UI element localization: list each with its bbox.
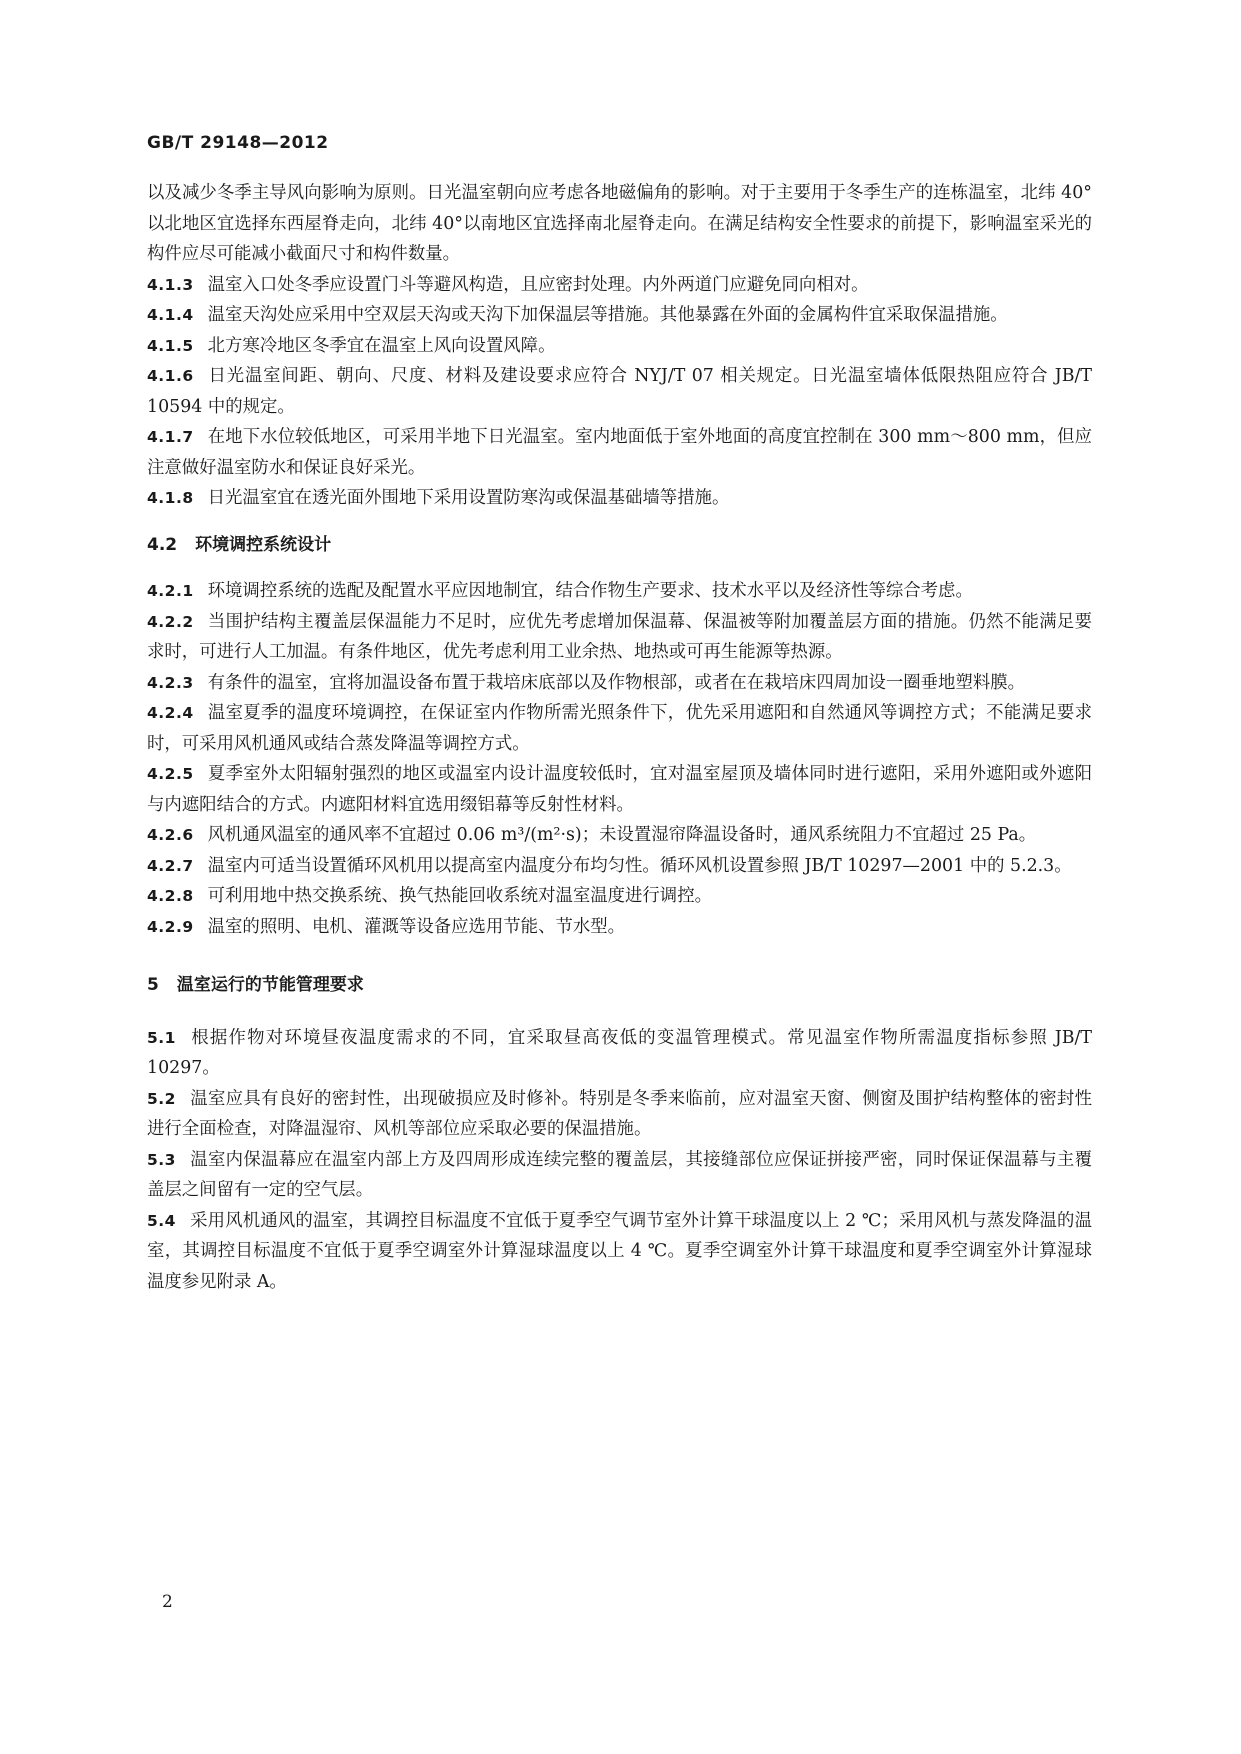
clause-text: 温室夏季的温度环境调控，在保证室内作物所需光照条件下，优先采用遮阳和自然通风等调控方式；不能满足要求时，可采用风机通风或结合蒸发降温等调控方式。 <box>147 703 1092 754</box>
clause-text: 可利用地中热交换系统、换气热能回收系统对温室温度进行调控。 <box>207 886 712 906</box>
clause-text: 温室内保温幕应在温室内部上方及四周形成连续完整的覆盖层，其接缝部位应保证拼接严密，同时保证保温幕与主覆盖层之间留有一定的空气层。 <box>147 1149 1092 1200</box>
clause-text: 温室内可适当设置循环风机用以提高室内温度分布均匀性。循环风机设置参照 JB/T 10297—2001 中的 5.2.3。 <box>207 855 1072 876</box>
standard-code: GB/T 29148—2012 <box>147 133 329 153</box>
clause-5-2 <box>147 1084 1092 1145</box>
clause-number: 4.2.5 <box>147 765 194 783</box>
clause-5-4 <box>147 1206 1092 1298</box>
clause-text: 风机通风温室的通风率不宜超过 0.06 m³/(m²·s)；未设置湿帘降温设备时，通风系统阻力不宜超过 25 Pa。 <box>207 825 1037 845</box>
intro-paragraph: 以及减少冬季主导风向影响为原则。日光温室朝向应考虑各地磁偏角的影响。对于主要用于冬季生产的连栋温室，北纬 40°以北地区宜选择东西屋脊走向，北纬 40°以南地区宜选择南北屋脊走向。在满足结构安全性要求的前提下，影响温室采光的构件应尽可能减小截面尺寸和构件数量。 <box>147 183 1092 264</box>
clause-number: 4.2.4 <box>147 704 194 722</box>
clause-number: 5.3 <box>147 1150 176 1169</box>
clause-4-2-2 <box>147 607 1092 668</box>
clause-text: 在地下水位较低地区，可采用半地下日光温室。室内地面低于室外地面的高度宜控制在 300 mm～800 mm，但应注意做好温室防水和保证良好采光。 <box>147 427 1092 478</box>
clause-number: 4.2.2 <box>147 612 194 631</box>
section-title: 环境调控系统设计 <box>195 534 332 555</box>
section-title: 温室运行的节能管理要求 <box>176 975 364 995</box>
clause-number: 4.2.1 <box>147 582 194 600</box>
section-heading-5 <box>147 970 1092 1001</box>
clause-number: 4.1.5 <box>147 336 194 355</box>
clause-4-1-7 <box>147 422 1092 483</box>
clause-text: 环境调控系统的选配及配置水平应因地制宜，结合作物生产要求、技术水平以及经济性等综合考虑。 <box>207 581 973 601</box>
clause-text: 温室的照明、电机、灌溉等设备应选用节能、节水型。 <box>207 916 626 937</box>
clause-text: 温室天沟处应采用中空双层天沟或天沟下加保温层等措施。其他暴露在外面的金属构件宜采取保温措施。 <box>207 305 1008 325</box>
clause-4-2-7 <box>147 851 1092 882</box>
clause-text: 日光温室间距、朝向、尺度、材料及建设要求应符合 NYJ/T 07 相关规定。日光温室墙体低限热阻应符合 JB/T 10594 中的规定。 <box>147 366 1092 417</box>
clause-text: 根据作物对环境昼夜温度需求的不同，宜采取昼高夜低的变温管理模式。常见温室作物所需温度指标参照 JB/T 10297。 <box>147 1027 1092 1078</box>
clause-5-1 <box>147 1023 1092 1084</box>
clause-text: 有条件的温室，宜将加温设备布置于栽培床底部以及作物根部，或者在在栽培床四周加设一圈垂地塑料膜。 <box>207 672 1026 693</box>
clause-4-1-3 <box>147 270 1092 301</box>
clause-number: 4.2.6 <box>147 826 194 844</box>
clause-text: 北方寒冷地区冬季宜在温室上风向设置风障。 <box>207 335 556 356</box>
clause-number: 4.1.7 <box>147 428 194 446</box>
clause-number: 4.1.3 <box>147 275 194 294</box>
clause-5-3 <box>147 1145 1092 1206</box>
clause-number: 4.1.6 <box>147 367 194 385</box>
clause-4-2-6 <box>147 820 1092 851</box>
clause-number: 4.1.4 <box>147 306 194 324</box>
clause-4-2-9 <box>147 912 1092 943</box>
clause-4-1-6 <box>147 361 1092 422</box>
clause-number: 5.4 <box>147 1211 176 1230</box>
clause-4-2-3 <box>147 668 1092 699</box>
clause-text: 夏季室外太阳辐射强烈的地区或温室内设计温度较低时，宜对温室屋顶及墙体同时进行遮阳，采用外遮阳或外遮阳与内遮阳结合的方式。内遮阳材料宜选用缀铝幕等反射性材料。 <box>147 764 1092 815</box>
clause-number: 4.2.7 <box>147 856 194 875</box>
clause-number: 5.2 <box>147 1089 176 1108</box>
clause-4-1-8 <box>147 483 1092 514</box>
clause-text: 当围护结构主覆盖层保温能力不足时，应优先考虑增加保温幕、保温被等附加覆盖层方面的措施。仍然不能满足要求时，可进行人工加温。有条件地区，优先考虑利用工业余热、地热或可再生能源等热源。 <box>147 611 1092 662</box>
clause-text: 采用风机通风的温室，其调控目标温度不宜低于夏季空气调节室外计算干球温度以上 2 ℃；采用风机与蒸发降温的温室，其调控目标温度不宜低于夏季空调室外计算湿球温度以上 4 ℃。夏季空调室外计算干球温度和夏季空调室外计算湿球温度参见附录 A。 <box>147 1210 1092 1292</box>
clause-number: 5.1 <box>147 1028 176 1047</box>
clause-number: 4.1.8 <box>147 489 194 507</box>
clause-4-2-8 <box>147 881 1092 912</box>
section-heading-4-2 <box>147 530 1092 561</box>
clause-text: 温室应具有良好的密封性，出现破损应及时修补。特别是冬季来临前，应对温室天窗、侧窗及围护结构整体的密封性进行全面检查，对降温湿帘、风机等部位应采取必要的保温措施。 <box>147 1088 1092 1139</box>
section-number: 4.2 <box>147 534 178 555</box>
clause-4-1-5 <box>147 331 1092 362</box>
clause-text: 日光温室宜在透光面外围地下采用设置防寒沟或保温基础墙等措施。 <box>207 488 730 508</box>
section-number: 5 <box>147 975 159 995</box>
page-number: 2 <box>162 1592 173 1612</box>
clause-4-1-4 <box>147 300 1092 331</box>
clause-4-2-5 <box>147 759 1092 820</box>
clause-number: 4.2.3 <box>147 673 194 692</box>
clause-number: 4.2.9 <box>147 917 194 936</box>
clause-4-2-4 <box>147 698 1092 759</box>
clause-4-2-1 <box>147 576 1092 607</box>
clause-number: 4.2.8 <box>147 887 194 905</box>
clause-text: 温室入口处冬季应设置门斗等避风构造，且应密封处理。内外两道门应避免同向相对。 <box>207 274 869 295</box>
document-body <box>147 178 1092 1297</box>
